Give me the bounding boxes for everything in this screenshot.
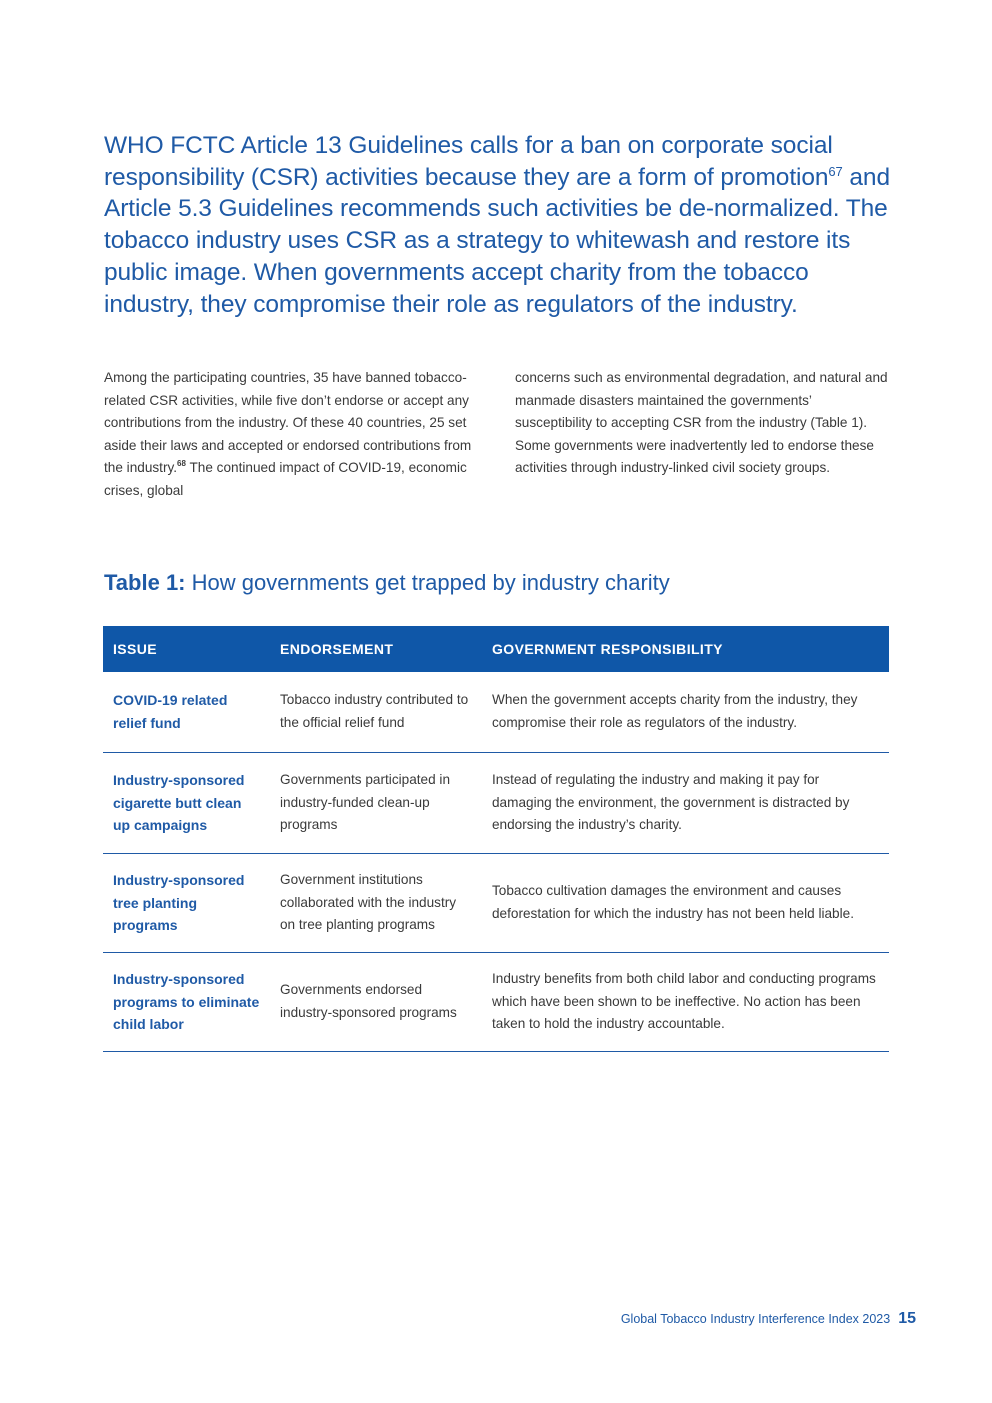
table-caption: How governments get trapped by industry charity xyxy=(191,570,670,595)
header-government-responsibility: GOVERNMENT RESPONSIBILITY xyxy=(482,626,889,672)
publication-title: Global Tobacco Industry Interference Index 2023 xyxy=(620,1312,891,1326)
lead-statement xyxy=(104,130,904,320)
responsibility-cell: Industry benefits from both child labor and conducting programs which have been shown to be ineffective. No action has been taken to hold the industry accountable. xyxy=(482,953,889,1052)
table-row xyxy=(103,672,889,753)
table-row xyxy=(103,854,889,953)
table-title xyxy=(104,570,670,596)
page-footer xyxy=(621,1310,916,1328)
issue-cell: Industry-sponsored tree planting programs xyxy=(103,854,270,953)
endorsement-cell: Governments endorsed industry-sponsored programs xyxy=(270,953,482,1052)
charity-table xyxy=(103,626,889,1052)
page-number: 15 xyxy=(898,1310,916,1327)
lead-footnote-ref: 67 xyxy=(828,163,843,179)
endorsement-cell: Governments participated in industry-funded clean-up programs xyxy=(270,753,482,854)
table-row xyxy=(103,953,889,1052)
responsibility-cell: Instead of regulating the industry and making it pay for damaging the environment, the government is distracted by endorsing the industry’s charity. xyxy=(482,753,889,854)
endorsement-cell: Tobacco industry contributed to the official relief fund xyxy=(270,672,482,753)
body-text xyxy=(104,367,889,503)
header-endorsement: ENDORSEMENT xyxy=(270,626,482,672)
lead-text-continued: and Article 5.3 Guidelines recommends such activities be de-normalized. The tobacco industry uses CSR as a strategy to whitewash and restore its public image. When governments accept charity from the tobacco industry, they compromise their role as regulators of the industry. xyxy=(104,163,890,318)
responsibility-cell: When the government accepts charity from the industry, they compromise their role as regulators of the industry. xyxy=(482,672,889,753)
table-row xyxy=(103,753,889,854)
body-left-text-continued: The continued impact of COVID-19, economic crises, global xyxy=(104,460,467,498)
endorsement-cell: Government institutions collaborated with the industry on tree planting programs xyxy=(270,854,482,953)
body-column-right: concerns such as environmental degradation, and natural and manmade disasters maintained the governments’ susceptibility to accepting CSR from the industry (Table 1). Some governments were inadvertently led to endorse these activities through industry-linked civil society groups. xyxy=(515,370,888,476)
issue-cell: COVID-19 related relief fund xyxy=(103,672,270,753)
issue-cell: Industry-sponsored cigarette butt clean up campaigns xyxy=(103,753,270,854)
body-left-text: Among the participating countries, 35 have banned tobacco-related CSR activities, while five don’t endorse or accept any contributions from the industry. Of these 40 countries, 25 set aside their laws and accepted or endorsed contributions from the industry. xyxy=(104,370,472,476)
table-header-row xyxy=(103,626,889,672)
header-issue: ISSUE xyxy=(103,626,270,672)
responsibility-cell: Tobacco cultivation damages the environment and causes deforestation for which the industry has not been held liable. xyxy=(482,854,889,953)
body-column-left xyxy=(104,367,476,503)
table-label: Table 1: xyxy=(104,570,186,595)
body-footnote-ref: 68 xyxy=(177,459,186,469)
lead-text: WHO FCTC Article 13 Guidelines calls for a ban on corporate social responsibility (CSR) activities because they are a form of promotion xyxy=(104,132,833,191)
issue-cell: Industry-sponsored programs to eliminate child labor xyxy=(103,953,270,1052)
